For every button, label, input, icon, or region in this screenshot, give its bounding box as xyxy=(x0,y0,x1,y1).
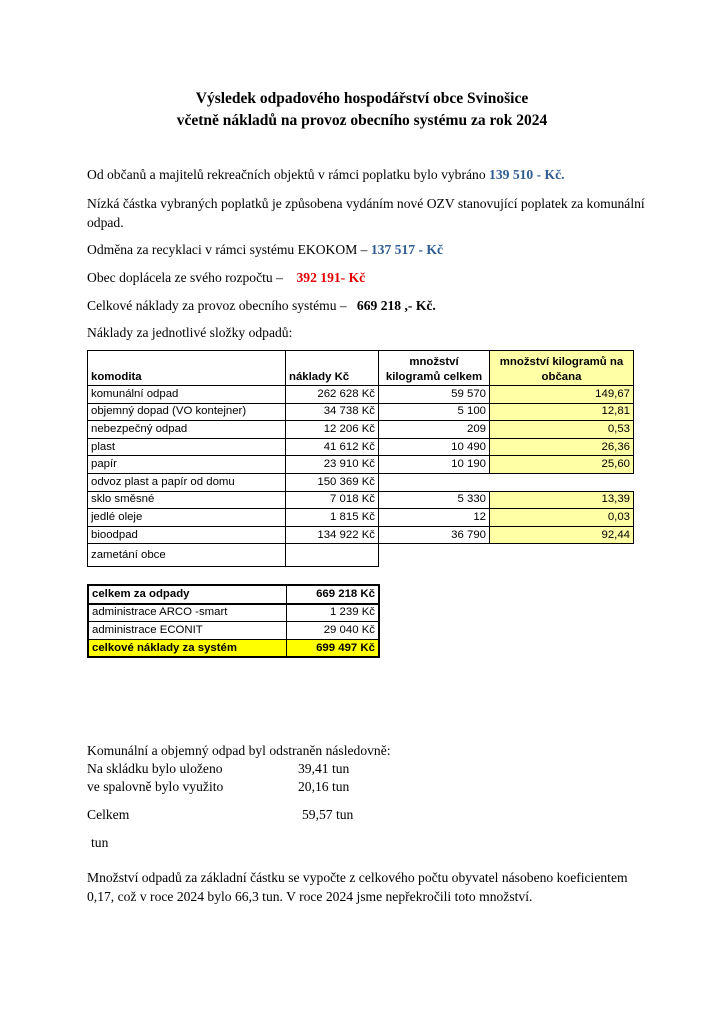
summary-total-value: 59,57 tun xyxy=(302,807,354,822)
header-na-obcana xyxy=(490,351,634,386)
cell-per-citizen-empty xyxy=(490,544,634,567)
header-na-obcana-line-1: množství kilogramů na xyxy=(499,356,624,368)
cell-naklady: 134 922 Kč xyxy=(286,526,379,544)
econit-value: 29 040 Kč xyxy=(286,622,379,640)
totals-row-econit xyxy=(88,622,379,640)
cell-per-citizen: 26,36 xyxy=(490,438,634,456)
total-waste-label: celkem za odpady xyxy=(88,585,286,604)
arco-value: 1 239 Kč xyxy=(286,604,379,622)
ekokom-text: Odměna za recyklaci v rámci systému EKOKOM – xyxy=(87,242,371,257)
header-naklady: náklady Kč xyxy=(286,351,379,386)
landfill-value: 39,41 tun xyxy=(298,761,350,776)
cell-naklady: 7 018 Kč xyxy=(286,491,379,509)
cell-komodita: bioodpad xyxy=(88,526,286,544)
table-row xyxy=(88,456,634,474)
summary-tun: tun xyxy=(91,835,109,850)
table-row xyxy=(88,491,634,509)
cell-kg: 59 570 xyxy=(379,386,490,404)
cell-kg: 36 790 xyxy=(379,526,490,544)
cell-naklady: 1 815 Kč xyxy=(286,509,379,527)
table-row xyxy=(88,438,634,456)
components-intro: Náklady za jednotlivé složky odpadů: xyxy=(87,325,293,340)
table-row xyxy=(88,526,634,544)
table-header-row xyxy=(88,351,634,386)
header-mnozstvi-line-1: množství xyxy=(409,356,459,368)
total-costs-value: 669 218 ,- Kč. xyxy=(356,298,436,313)
document-title-line-2: včetně nákladů na provoz obecního systému za rok 2024 xyxy=(176,112,548,129)
municipal-budget-paragraph xyxy=(87,268,647,287)
header-mnozstvi xyxy=(379,351,490,386)
cell-kg: 10 490 xyxy=(379,438,490,456)
totals-row-system xyxy=(88,639,379,657)
document-title-line-1: Výsledek odpadového hospodářství obce Svinošice xyxy=(195,90,529,107)
cell-komodita: odvoz plast a papír od domu xyxy=(88,473,286,491)
cell-komodita: sklo směsné xyxy=(88,491,286,509)
cell-komodita: zametání obce xyxy=(88,544,286,567)
total-costs-paragraph xyxy=(87,296,647,315)
cell-kg: 12 xyxy=(379,509,490,527)
cell-naklady: 23 910 Kč xyxy=(286,456,379,474)
total-costs-text: Celkové náklady za provoz obecního systému – xyxy=(87,298,351,313)
cell-komodita: komunální odpad xyxy=(88,386,286,404)
cell-per-citizen: 12,81 xyxy=(490,403,634,421)
total-waste-value: 669 218 Kč xyxy=(286,585,379,604)
fee-collected-value: 139 510 - Kč. xyxy=(489,167,565,182)
cell-per-citizen: 149,67 xyxy=(490,386,634,404)
cell-kg-empty xyxy=(379,544,490,567)
cell-komodita: jedlé oleje xyxy=(88,509,286,527)
cell-per-citizen: 0,53 xyxy=(490,421,634,439)
cell-kg-empty xyxy=(379,473,490,491)
system-total-value: 699 497 Kč xyxy=(286,639,379,657)
summary-total-label: Celkem xyxy=(87,807,130,822)
system-total-label: celkové náklady za systém xyxy=(88,639,286,657)
table-row xyxy=(88,386,634,404)
cell-per-citizen: 13,39 xyxy=(490,491,634,509)
totals-row-arco xyxy=(88,604,379,622)
low-fee-explanation: Nízká částka vybraných poplatků je způsobena vydáním nové OZV stanovující poplatek za komunální odpad. xyxy=(87,196,645,230)
cell-komodita: papír xyxy=(88,456,286,474)
table-row xyxy=(88,403,634,421)
cell-per-citizen: 92,44 xyxy=(490,526,634,544)
cell-per-citizen: 25,60 xyxy=(490,456,634,474)
cell-naklady: 34 738 Kč xyxy=(286,403,379,421)
landfill-label: Na skládku bylo uloženo xyxy=(87,761,223,776)
cell-naklady: 12 206 Kč xyxy=(286,421,379,439)
cell-per-citizen-empty xyxy=(490,473,634,491)
summary-intro: Komunální a objemný odpad byl odstraněn následovně: xyxy=(87,743,391,758)
totals-table xyxy=(87,584,380,658)
header-mnozstvi-line-2: kilogramů celkem xyxy=(385,371,483,383)
cell-naklady xyxy=(286,544,379,567)
econit-label: administrace ECONIT xyxy=(88,622,286,640)
cell-naklady: 150 369 Kč xyxy=(286,473,379,491)
arco-label: administrace ARCO -smart xyxy=(88,604,286,622)
cell-per-citizen: 0,03 xyxy=(490,509,634,527)
ekokom-paragraph xyxy=(87,240,647,259)
fee-collected-paragraph xyxy=(87,165,647,184)
cell-komodita: objemný dopad (VO kontejner) xyxy=(88,403,286,421)
table-row xyxy=(88,509,634,527)
cell-kg: 5 330 xyxy=(379,491,490,509)
cell-komodita: plast xyxy=(88,438,286,456)
municipal-budget-value: 392 191- Kč xyxy=(296,270,366,285)
cell-kg: 5 100 xyxy=(379,403,490,421)
cell-naklady: 41 612 Kč xyxy=(286,438,379,456)
cell-kg: 10 190 xyxy=(379,456,490,474)
incinerator-label: ve spalovně bylo využito xyxy=(87,779,224,794)
cell-komodita: nebezpečný odpad xyxy=(88,421,286,439)
header-na-obcana-line-2: občana xyxy=(541,371,582,383)
ekokom-value: 137 517 - Kč xyxy=(370,242,443,257)
header-komodita: komodita xyxy=(88,351,286,386)
table-row xyxy=(88,421,634,439)
fee-collected-text: Od občanů a majitelů rekreačních objektů v rámci poplatku bylo vybráno xyxy=(87,167,490,182)
totals-row-waste xyxy=(88,585,379,604)
cell-kg: 209 xyxy=(379,421,490,439)
cell-naklady: 262 628 Kč xyxy=(286,386,379,404)
municipal-budget-text: Obec doplácela ze svého rozpočtu – xyxy=(87,270,287,285)
table-row xyxy=(88,544,634,567)
incinerator-value: 20,16 tun xyxy=(298,779,350,794)
closing-paragraph: Množství odpadů za základní částku se vypočte z celkového počtu obyvatel násobeno koeficientem 0,17, což v roce 2024 bylo 66,3 tun. V roce 2024 jsme nepřekročili toto množství. xyxy=(87,870,628,904)
table-row xyxy=(88,473,634,491)
waste-costs-table xyxy=(87,350,634,567)
